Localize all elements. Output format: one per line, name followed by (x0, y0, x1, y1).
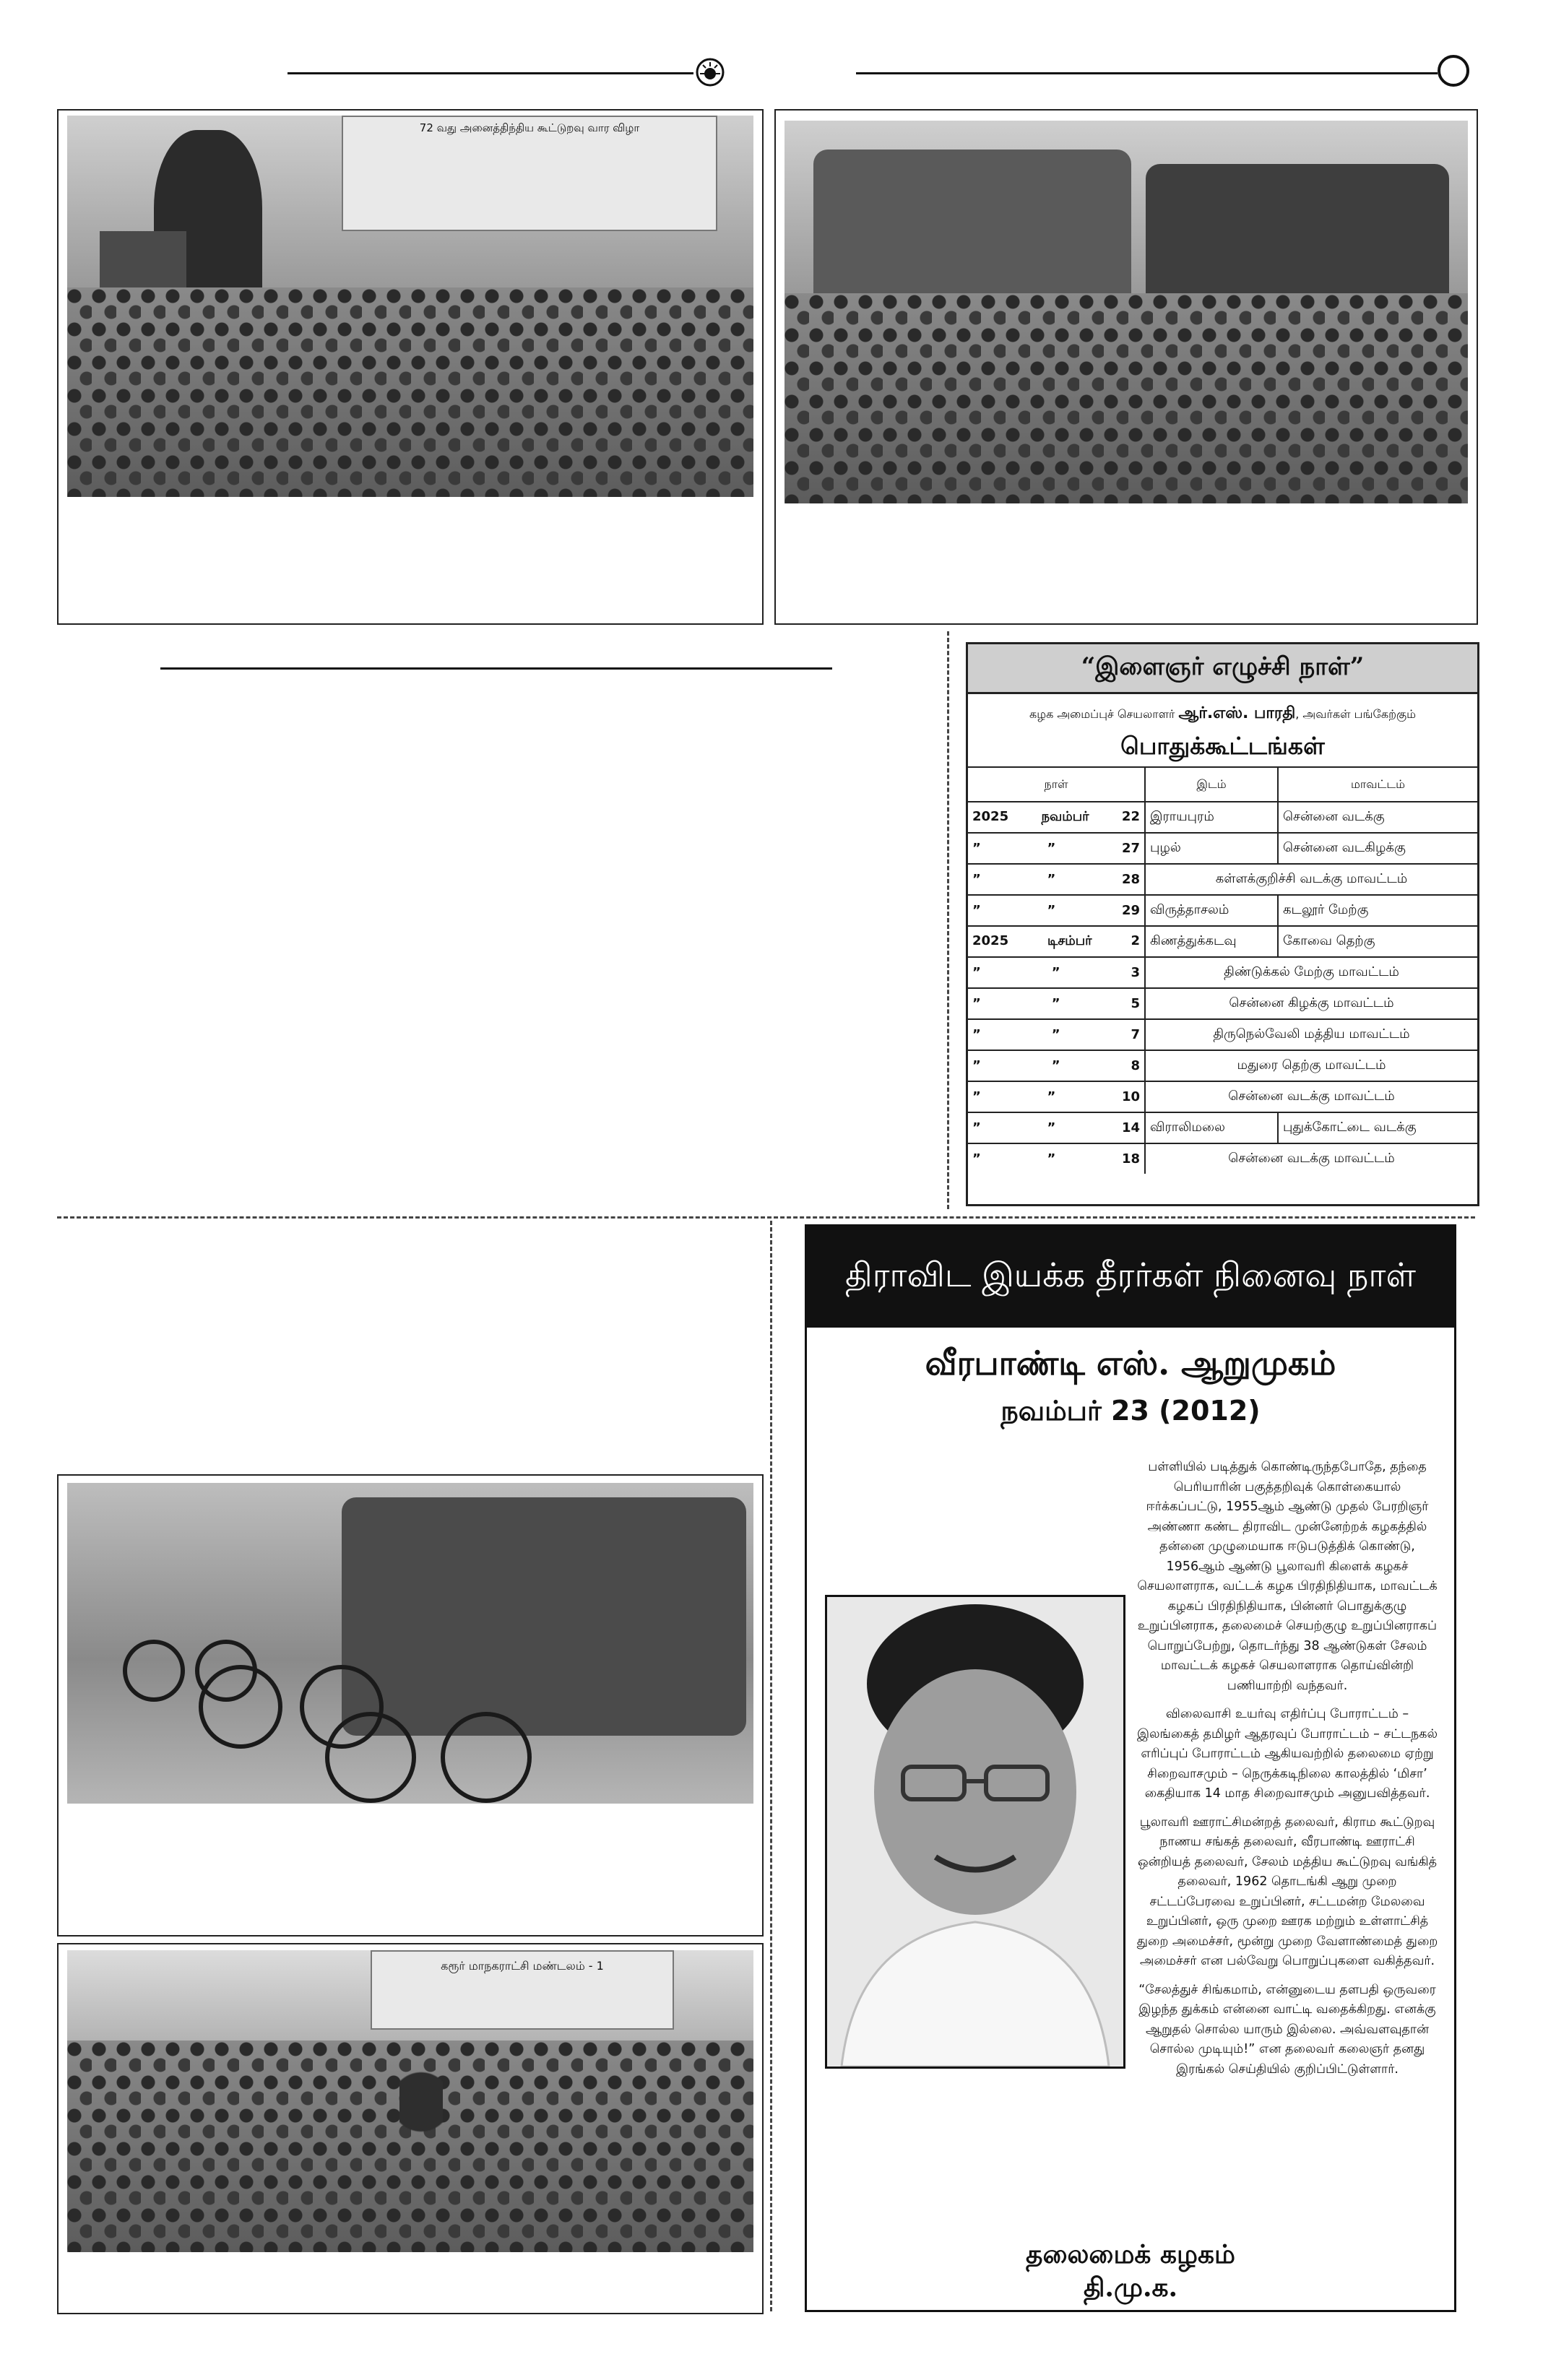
schedule-row (968, 988, 1477, 1019)
schedule-heading: பொதுக்கூட்டங்கள் (1120, 732, 1325, 760)
subtitle-suffix: , அவர்கள் பங்கேற்கும் (1295, 707, 1417, 721)
header-rule-right (856, 72, 1438, 74)
officials-group (813, 150, 1131, 308)
schedule-year: 2025 (972, 809, 1009, 824)
photo-frame-tree-planting (57, 1943, 764, 2314)
schedule-month: ” (1051, 1027, 1060, 1042)
schedule-day: 7 (1131, 1027, 1140, 1042)
section-divider-mid (57, 1216, 1475, 1219)
seated-students (785, 293, 1468, 504)
schedule-place-district-cell: சென்னை கிழக்கு மாவட்டம் (1145, 988, 1477, 1019)
schedule-row (968, 802, 1477, 833)
schedule-date-cell (968, 1112, 1145, 1143)
schedule-row (968, 926, 1477, 957)
schedule-year: ” (972, 1058, 981, 1073)
schedule-year: ” (972, 996, 981, 1011)
schedule-date-cell (968, 1019, 1145, 1050)
schedule-row (968, 1050, 1477, 1081)
schedule-subtitle (968, 704, 1477, 724)
schedule-year: ” (972, 1151, 981, 1167)
schedule-row (968, 833, 1477, 864)
photo-frame-bicycles (57, 1474, 764, 1937)
schedule-day: 28 (1121, 872, 1140, 887)
page-circle-icon (1438, 55, 1469, 87)
schedule-date-cell (968, 895, 1145, 926)
schedule-district-cell: சென்னை வடக்கு (1278, 802, 1477, 833)
memorial-biography (1136, 1458, 1439, 2088)
schedule-district-cell: கோவை தெற்கு (1278, 926, 1477, 957)
corporation-banner-text: கரூர் மாநகராட்சி மண்டலம் - 1 (441, 1959, 604, 1973)
schedule-day: 10 (1121, 1089, 1140, 1104)
schedule-place-cell: கிணத்துக்கடவு (1145, 926, 1278, 957)
schedule-month: நவம்பர் (1041, 809, 1089, 824)
schedule-box (966, 642, 1479, 1206)
schedule-day: 14 (1121, 1120, 1140, 1135)
schedule-place-district-cell: சென்னை வடக்கு மாவட்டம் (1145, 1081, 1477, 1112)
schedule-month: ” (1047, 1089, 1056, 1104)
portrait-silhouette (827, 1597, 1123, 2067)
signature-line-2: தி.மு.க. (1083, 2272, 1178, 2303)
schedule-title: “இளைஞர் எழுச்சி நாள்” (968, 644, 1477, 694)
schedule-month: ” (1047, 841, 1056, 856)
photo-frame-top-left (57, 109, 764, 625)
event-photo-cooperative-week (67, 116, 753, 497)
schedule-year: 2025 (972, 933, 1009, 948)
schedule-date-cell (968, 988, 1145, 1019)
schedule-year: ” (972, 1027, 981, 1042)
col-place: இடம் (1145, 767, 1278, 802)
schedule-month: டிசம்பர் (1047, 933, 1092, 948)
col-district: மாவட்டம் (1278, 767, 1477, 802)
memorial-header: திராவிட இயக்க தீரர்கள் நினைவு நாள் (807, 1226, 1454, 1328)
schedule-date-cell (968, 957, 1145, 988)
schedule-row (968, 895, 1477, 926)
bicycles-row (67, 1541, 753, 1804)
schedule-date-cell (968, 1050, 1145, 1081)
audience-crowd (67, 287, 753, 497)
schedule-day: 22 (1121, 809, 1140, 824)
schedule-day: 18 (1121, 1151, 1140, 1167)
schedule-month: ” (1051, 1058, 1060, 1073)
memorial-date: நவம்பர் 23 (2012) (1000, 1395, 1261, 1427)
schedule-day: 29 (1121, 903, 1140, 918)
column-divider-lower (770, 1221, 772, 2311)
schedule-month: ” (1051, 996, 1060, 1011)
section-rule (160, 667, 832, 670)
schedule-day: 3 (1131, 965, 1140, 980)
schedule-date-cell (968, 1143, 1145, 1174)
schedule-day: 8 (1131, 1058, 1140, 1073)
memorial-notice (805, 1224, 1456, 2312)
schedule-place-cell: விருத்தாசலம் (1145, 895, 1278, 926)
schedule-table (968, 766, 1477, 1174)
schedule-header-row (968, 767, 1477, 802)
schedule-place-cell: புழல் (1145, 833, 1278, 864)
photo-frame-top-right (774, 109, 1478, 625)
schedule-date-cell (968, 833, 1145, 864)
schedule-row (968, 1019, 1477, 1050)
col-date: நாள் (968, 767, 1145, 802)
schedule-place-district-cell: மதுரை தெற்கு மாவட்டம் (1145, 1050, 1477, 1081)
bio-paragraph-2: விலைவாசி உயர்வு எதிர்ப்பு போராட்டம் – இலங்கைத் தமிழர் ஆதரவுப் போராட்டம் – சட்டநகல் எரிப்புப் போராட்டம் ஆகியவற்றில் தலைமை ஏற்று சிறைவாசமும் – நெருக்கடிநிலை காலத்தில் ‘மிசா’ கைதியாக 14 மாத சிறைவாசமும் அனுபவித்தவர். (1137, 1707, 1438, 1801)
header-rule-left (288, 72, 693, 74)
schedule-year: ” (972, 1120, 981, 1135)
subtitle-prefix: கழக அமைப்புச் செயலாளர் (1029, 707, 1175, 721)
sapling (399, 2059, 443, 2217)
schedule-district-cell: புதுக்கோட்டை வடக்கு (1278, 1112, 1477, 1143)
schedule-row (968, 1143, 1477, 1174)
schedule-year: ” (972, 872, 981, 887)
rising-sun-emblem-icon (696, 58, 725, 87)
signature-line-1: தலைமைக் கழகம் (1026, 2239, 1235, 2269)
schedule-year: ” (972, 841, 981, 856)
schedule-district-cell: கடலூர் மேற்கு (1278, 895, 1477, 926)
event-photo-bicycle-distribution (67, 1483, 753, 1804)
students-group (1146, 164, 1449, 308)
schedule-month: ” (1047, 903, 1056, 918)
memorial-name: வீரபாண்டி எஸ். ஆறுமுகம் (925, 1343, 1336, 1382)
bio-paragraph-3: பூலாவரி ஊராட்சிமன்றத் தலைவர், கிராம கூட்டுறவு நாணய சங்கத் தலைவர், வீரபாண்டி ஊராட்சி ஒன்றியத் தலைவர், சேலம் மத்திய கூட்டுறவு வங்கித் தலைவர், 1962 தொடங்கி ஆறு முறை சட்டப்பேரவை உறுப்பினர், சட்டமன்ற மேலவை உறுப்பினர், ஒரு முறை ஊரக மற்றும் உள்ளாட்சித் துறை அமைச்சர், மூன்று முறை வேளாண்மைத் துறை அமைச்சர் என பல்வேறு பொறுப்புகளை வகித்தவர். (1136, 1814, 1438, 1968)
event-photo-students (785, 121, 1468, 503)
schedule-row (968, 1081, 1477, 1112)
event-photo-tree-planting (67, 1950, 753, 2252)
schedule-day: 5 (1131, 996, 1140, 1011)
schedule-place-district-cell: சென்னை வடக்கு மாவட்டம் (1145, 1143, 1477, 1174)
column-divider-upper (947, 631, 949, 1209)
schedule-year: ” (972, 903, 981, 918)
schedule-day: 2 (1131, 933, 1140, 948)
stage-banner-text: 72 வது அனைத்திந்திய கூட்டுறவு வார விழா (419, 121, 640, 134)
subtitle-name: ஆர்.எஸ். பாரதி (1178, 704, 1296, 722)
memorial-portrait (825, 1595, 1125, 2069)
schedule-place-district-cell: திண்டுக்கல் மேற்கு மாவட்டம் (1145, 957, 1477, 988)
schedule-place-district-cell: கள்ளக்குறிச்சி வடக்கு மாவட்டம் (1145, 864, 1477, 895)
schedule-date-cell (968, 926, 1145, 957)
schedule-day: 27 (1121, 841, 1140, 856)
schedule-place-cell: இராயபுரம் (1145, 802, 1278, 833)
memorial-signature (807, 2238, 1454, 2304)
schedule-month: ” (1047, 1151, 1056, 1167)
schedule-year: ” (972, 965, 981, 980)
schedule-place-district-cell: திருநெல்வேலி மத்திய மாவட்டம் (1145, 1019, 1477, 1050)
schedule-row (968, 957, 1477, 988)
stage-banner (342, 116, 717, 231)
schedule-row (968, 864, 1477, 895)
corporation-banner (371, 1950, 674, 2030)
schedule-date-cell (968, 864, 1145, 895)
schedule-date-cell (968, 1081, 1145, 1112)
schedule-month: ” (1047, 1120, 1056, 1135)
schedule-date-cell (968, 802, 1145, 833)
schedule-month: ” (1047, 872, 1056, 887)
bio-paragraph-4: “சேலத்துச் சிங்கமாம், என்னுடைய தளபதி ஒருவரை இழந்த துக்கம் என்னை வாட்டி வதைக்கிறது. எனக்கு ஆறுதல் சொல்ல யாரும் இல்லை. அவ்வளவுதான் சொல்ல முடியும்!” என தலைவர் கலைஞர் தனது இரங்கல் செய்தியில் குறிப்பிட்டுள்ளார். (1138, 1982, 1436, 2077)
schedule-month: ” (1051, 965, 1060, 980)
schedule-district-cell: சென்னை வடகிழக்கு (1278, 833, 1477, 864)
schedule-rows (968, 802, 1477, 1174)
schedule-year: ” (972, 1089, 981, 1104)
bio-paragraph-1: பள்ளியில் படித்துக் கொண்டிருந்தபோதே, தந்தை பெரியாரின் பகுத்தறிவுக் கொள்கையால் ஈர்க்கப்பட்டு, 1955ஆம் ஆண்டு முதல் பேரறிஞர் அண்ணா கண்ட திராவிட முன்னேற்றக் கழகத்தில் தன்னை முழுமையாக ஈடுபடுத்திக் கொண்டு, 1956ஆம் ஆண்டு பூலாவரி கிளைக் கழகச் செயலாளராக, வட்டக் கழக பிரதிநிதியாக, மாவட்டக் கழகப் பிரதிநிதியாக, பின்னர் பொதுக்குழு உறுப்பினராக, தலைமைச் செயற்குழு உறுப்பினராகப் பொறுப்பேற்று, தொடர்ந்து 38 ஆண்டுகள் சேலம் மாவட்டக் கழகச் செயலாளராக தொய்வின்றி பணியாற்றி வந்தவர். (1137, 1460, 1438, 1693)
schedule-place-cell: விராலிமலை (1145, 1112, 1278, 1143)
schedule-row (968, 1112, 1477, 1143)
